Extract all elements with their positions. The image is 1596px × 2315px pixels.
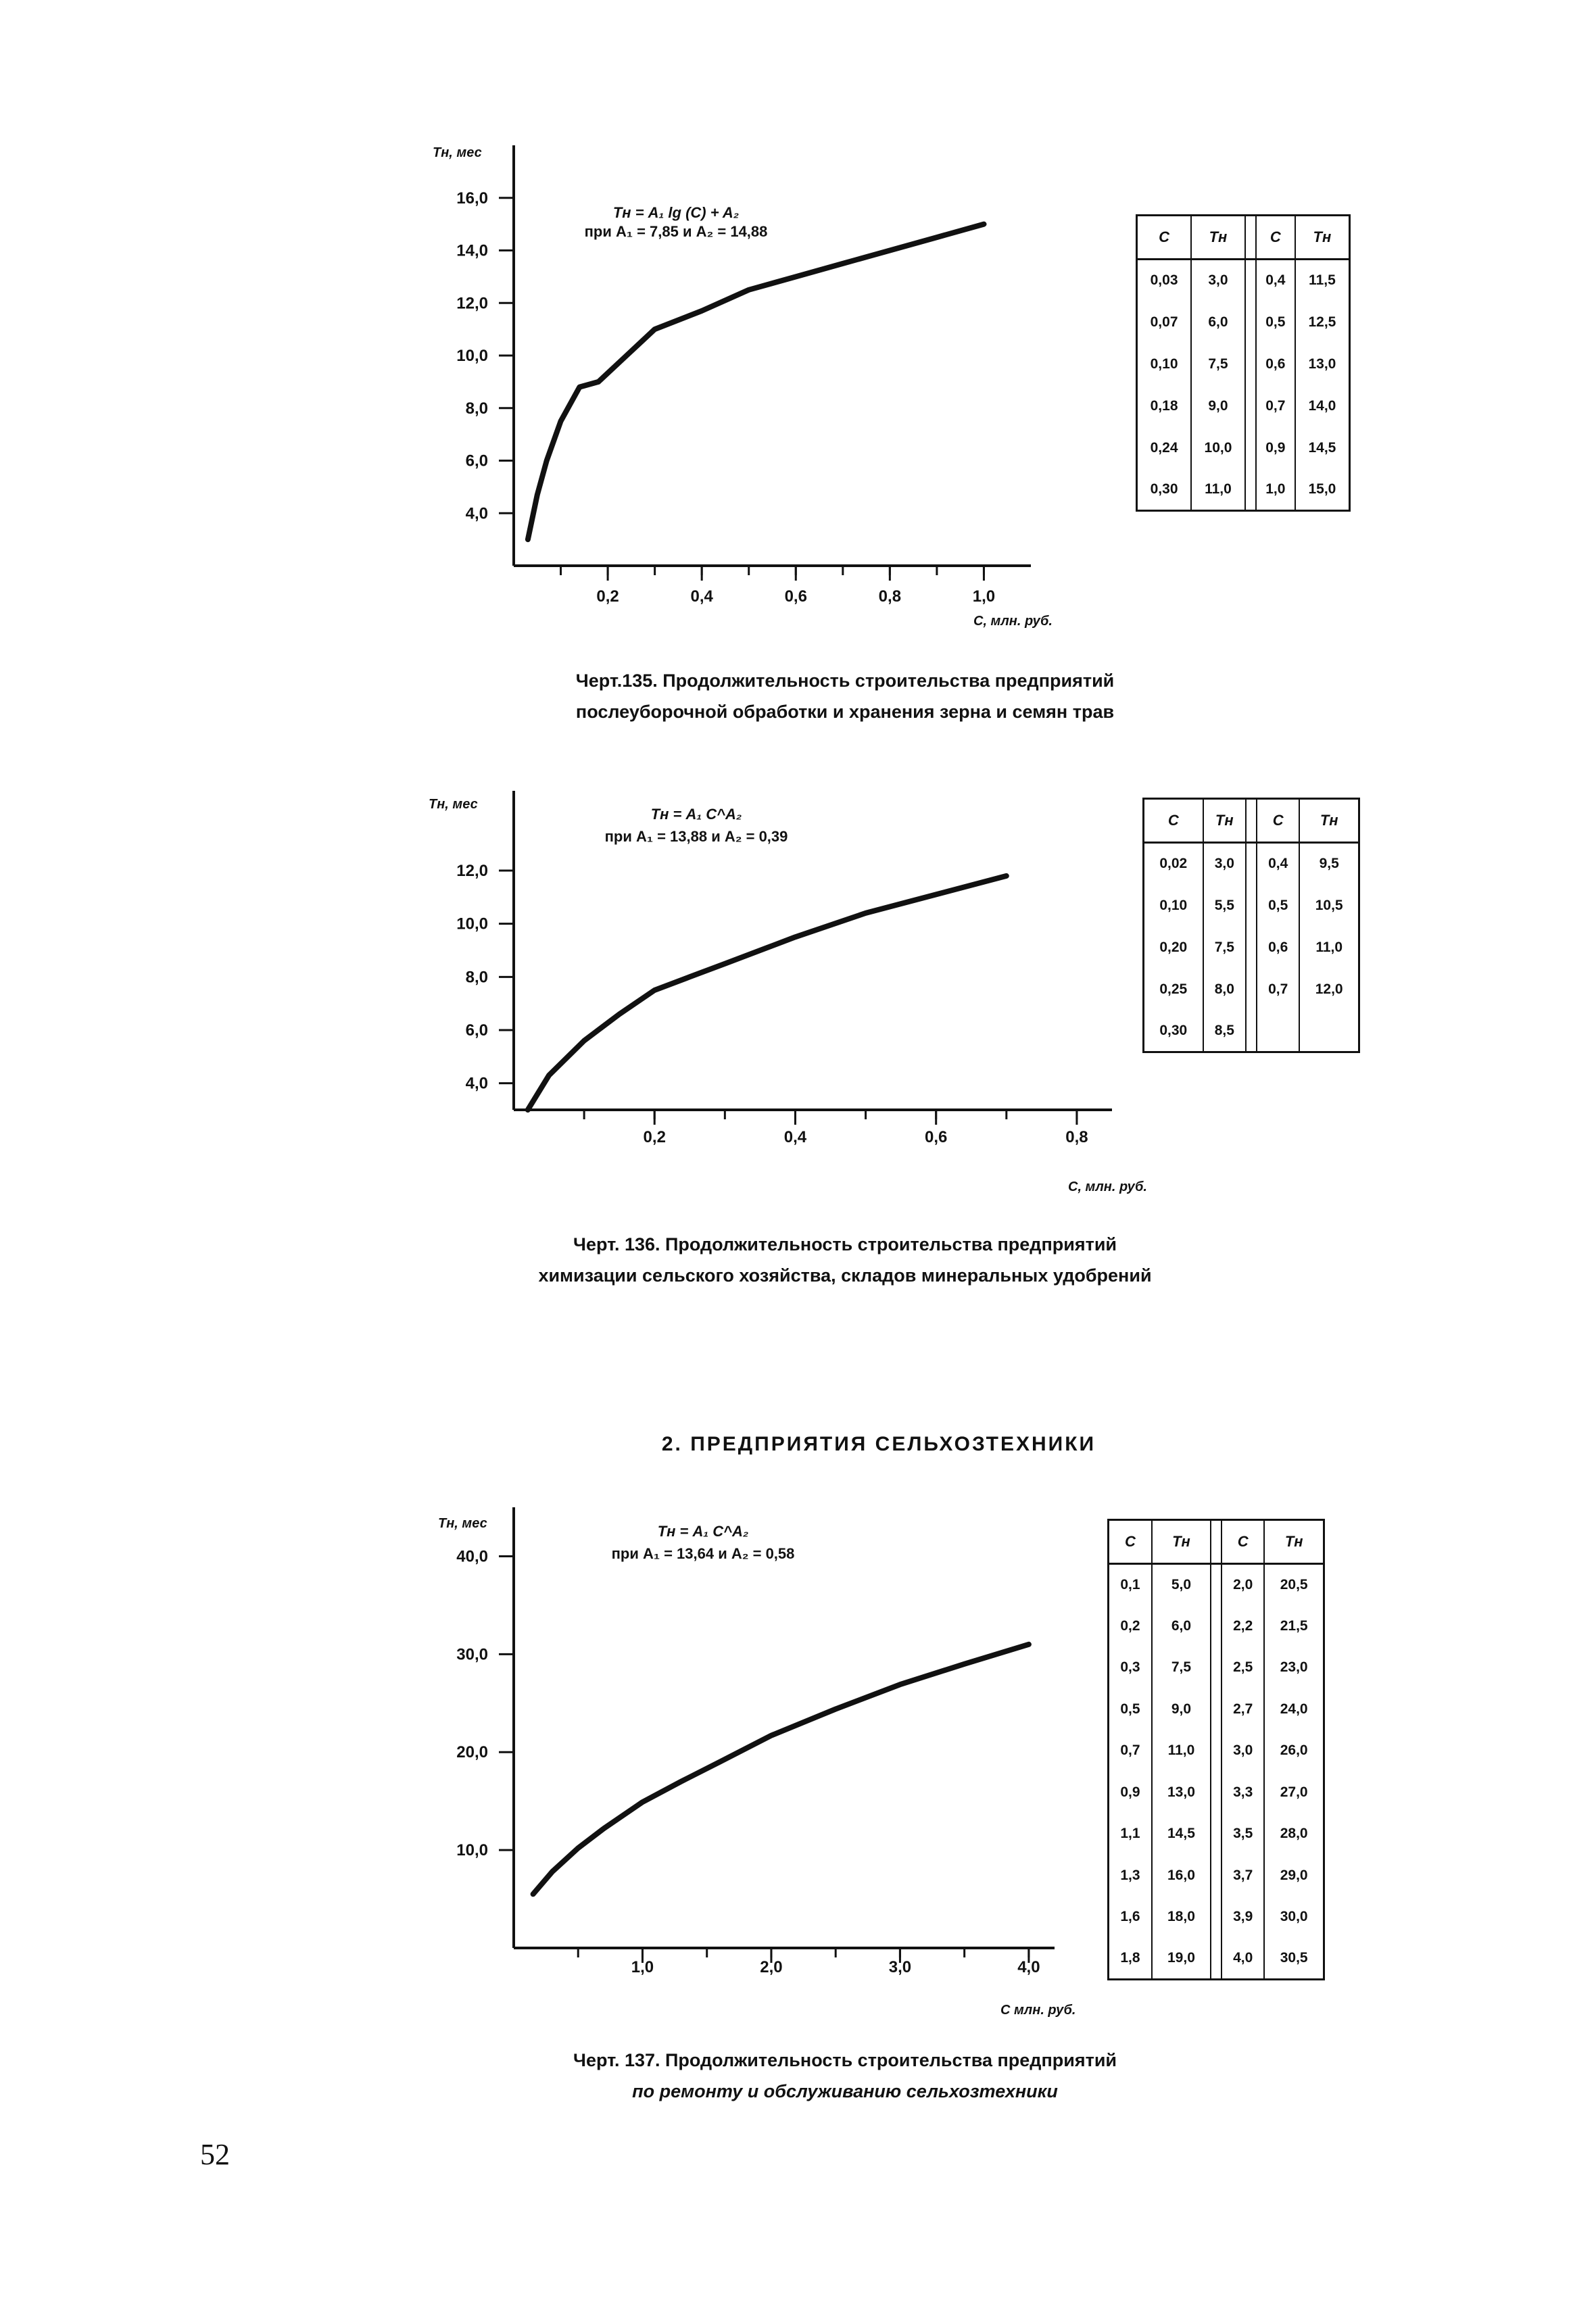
table-cell: 14,5 [1295, 427, 1350, 469]
x-tick-label: 0,4 [690, 587, 713, 606]
table-cell: 26,0 [1264, 1730, 1324, 1772]
table-header-cell: Тн [1264, 1520, 1324, 1564]
table-gap [1211, 1730, 1222, 1772]
table-cell: 3,0 [1191, 260, 1245, 301]
chart-137-caption-line-1: Черт. 137. Продолжительность строительства предприятий [573, 2050, 1117, 2070]
table-cell: 12,0 [1299, 969, 1359, 1010]
table-gap [1211, 1813, 1222, 1855]
y-tick-label: 6,0 [465, 452, 488, 470]
table-cell: 0,5 [1256, 301, 1295, 343]
x-tick-label: 0,2 [596, 587, 619, 606]
table-cell: 30,0 [1264, 1897, 1324, 1939]
table-cell: 0,2 [1109, 1605, 1152, 1647]
table-row [1109, 1647, 1324, 1689]
table-row [1109, 1772, 1324, 1813]
table-cell: 10,0 [1191, 427, 1245, 469]
table-gap [1211, 1772, 1222, 1813]
table-cell: 9,0 [1191, 385, 1245, 427]
table-cell: 0,24 [1137, 427, 1192, 469]
table-cell: 16,0 [1152, 1855, 1211, 1897]
table-cell: 0,25 [1144, 969, 1203, 1010]
y-tick-label: 10,0 [456, 347, 488, 365]
table-cell: 0,3 [1109, 1647, 1152, 1689]
table-cell: 28,0 [1264, 1813, 1324, 1855]
formula-line-1: Тн = A₁ C^A₂ [657, 1523, 749, 1540]
chart-135-caption-line-1: Черт.135. Продолжительность строительства предприятий [575, 671, 1115, 691]
table-cell: 11,0 [1152, 1730, 1211, 1772]
table-cell: 29,0 [1264, 1855, 1324, 1897]
table-cell: 8,0 [1203, 969, 1246, 1010]
x-tick-label: 0,2 [643, 1128, 666, 1146]
table-cell: 3,0 [1222, 1730, 1264, 1772]
formula-line-1: Тн = A₁ C^A₂ [650, 806, 742, 823]
table-cell: 11,0 [1191, 469, 1245, 511]
y-axis-label: Тн, мес [438, 1516, 487, 1531]
chart-137-caption-line-2: по ремонту и обслуживанию сельхозтехники [632, 2081, 1058, 2101]
table-gap [1211, 1605, 1222, 1647]
table-cell: 23,0 [1264, 1647, 1324, 1689]
table-cell: 3,3 [1222, 1772, 1264, 1813]
table-row [1109, 1897, 1324, 1939]
table-header-cell: Тн [1299, 799, 1359, 843]
table-cell: 1,8 [1109, 1938, 1152, 1980]
table-header-cell: С [1137, 216, 1192, 260]
y-tick-label: 12,0 [456, 862, 488, 880]
table-cell: 7,5 [1203, 927, 1246, 969]
x-tick-label: 0,6 [784, 587, 807, 606]
table-cell: 0,10 [1144, 885, 1203, 927]
table-cell: 10,5 [1299, 885, 1359, 927]
table-cell: 0,7 [1256, 385, 1295, 427]
chart-135-caption-line-2: послеуборочной обработки и хранения зерна и семян трав [575, 702, 1115, 722]
table-cell: 15,0 [1295, 469, 1350, 511]
y-tick-label: 8,0 [465, 968, 488, 987]
table-row [1109, 1813, 1324, 1855]
table-cell: 7,5 [1191, 343, 1245, 385]
x-axis-label: С, млн. руб. [1068, 1179, 1147, 1194]
chart-136-caption-line-1: Черт. 136. Продолжительность строительства предприятий [573, 1234, 1117, 1254]
table-cell: 0,18 [1137, 385, 1192, 427]
table-header-cell: С [1222, 1520, 1264, 1564]
table-header-cell: С [1256, 216, 1295, 260]
x-tick-label: 0,8 [878, 587, 902, 606]
x-tick-label: 4,0 [1017, 1958, 1040, 1976]
table-cell: 1,0 [1256, 469, 1295, 511]
formula-line-2: при A₁ = 7,85 и A₂ = 14,88 [584, 223, 768, 240]
table-cell: 20,5 [1264, 1564, 1324, 1606]
table-cell: 6,0 [1152, 1605, 1211, 1647]
table-cell: 2,7 [1222, 1688, 1264, 1730]
table-header-cell: Тн [1295, 216, 1350, 260]
table-cell: 1,6 [1109, 1897, 1152, 1939]
table-cell: 2,2 [1222, 1605, 1264, 1647]
chart-137-caption [473, 2045, 1217, 2107]
table-header-cell: С [1257, 799, 1299, 843]
x-tick-label: 0,4 [783, 1128, 807, 1146]
x-tick-label: 1,0 [972, 587, 996, 606]
section-heading: 2. ПРЕДПРИЯТИЯ СЕЛЬХОЗТЕХНИКИ [661, 1433, 1096, 1455]
table-row [1109, 1688, 1324, 1730]
table-cell: 0,9 [1109, 1772, 1152, 1813]
x-axis-label: С, млн. руб. [973, 614, 1053, 629]
formula-line-2: при A₁ = 13,88 и A₂ = 0,39 [604, 828, 788, 845]
table-cell: 2,5 [1222, 1647, 1264, 1689]
table-cell: 0,1 [1109, 1564, 1152, 1606]
series-line [533, 1644, 1029, 1895]
table-cell: 0,9 [1256, 427, 1295, 469]
x-tick-label: 3,0 [888, 1958, 912, 1976]
table-row [1109, 1855, 1324, 1897]
x-tick-label: 1,0 [631, 1958, 654, 1976]
y-axis-label: Тн, мес [433, 145, 482, 160]
table-header-cell: С [1144, 799, 1203, 843]
table-cell: 0,4 [1257, 843, 1299, 885]
table-gap [1211, 1855, 1222, 1897]
table-cell: 0,4 [1256, 260, 1295, 301]
table-cell: 9,5 [1299, 843, 1359, 885]
y-tick-label: 40,0 [456, 1547, 488, 1566]
table-row [1109, 1730, 1324, 1772]
table-cell: 0,30 [1144, 1010, 1203, 1052]
table-cell: 8,5 [1203, 1010, 1246, 1052]
y-tick-label: 30,0 [456, 1645, 488, 1664]
y-tick-label: 8,0 [465, 399, 488, 418]
table-cell: 7,5 [1152, 1647, 1211, 1689]
table-cell: 6,0 [1191, 301, 1245, 343]
table-cell: 3,7 [1222, 1855, 1264, 1897]
table-row [1109, 1938, 1324, 1980]
table-gap [1211, 1520, 1222, 1564]
chart-136-caption-line-2: химизации сельского хозяйства, складов минеральных удобрений [538, 1265, 1152, 1286]
table-cell: 30,5 [1264, 1938, 1324, 1980]
table-row [1109, 1564, 1324, 1606]
formula-line-1: Тн = A₁ lg (C) + A₂ [612, 204, 740, 221]
table-cell: 3,9 [1222, 1897, 1264, 1939]
table-cell: 0,5 [1257, 885, 1299, 927]
table-cell: 0,5 [1109, 1688, 1152, 1730]
table-cell: 11,5 [1295, 260, 1350, 301]
y-tick-label: 4,0 [465, 504, 488, 523]
formula-line-2: при A₁ = 13,64 и A₂ = 0,58 [611, 1545, 795, 1562]
table-cell: 27,0 [1264, 1772, 1324, 1813]
table-header-row [1109, 1520, 1324, 1564]
table-cell: 11,0 [1299, 927, 1359, 969]
table-cell: 14,5 [1152, 1813, 1211, 1855]
x-axis-label: С млн. руб. [1000, 2003, 1076, 2018]
y-tick-label: 10,0 [456, 1841, 488, 1860]
y-tick-label: 16,0 [456, 189, 488, 208]
table-cell: 2,0 [1222, 1564, 1264, 1606]
y-tick-label: 12,0 [456, 294, 488, 313]
table-header-cell: С [1109, 1520, 1152, 1564]
table-cell: 12,5 [1295, 301, 1350, 343]
table-row [1109, 1605, 1324, 1647]
table-gap [1211, 1938, 1222, 1980]
y-tick-label: 6,0 [465, 1021, 488, 1040]
x-tick-label: 2,0 [760, 1958, 783, 1976]
x-tick-label: 0,8 [1065, 1128, 1088, 1146]
table-cell: 5,5 [1203, 885, 1246, 927]
table-header-cell: Тн [1203, 799, 1246, 843]
table-cell: 13,0 [1152, 1772, 1211, 1813]
table-cell: 24,0 [1264, 1688, 1324, 1730]
table-header-cell: Тн [1152, 1520, 1211, 1564]
table-cell: 0,6 [1256, 343, 1295, 385]
y-tick-label: 10,0 [456, 915, 488, 933]
y-tick-label: 20,0 [456, 1743, 488, 1762]
table-cell: 0,10 [1137, 343, 1192, 385]
chart-137-data-table [1107, 1519, 1325, 1980]
y-axis-label: Тн, мес [429, 797, 478, 812]
table-cell: 5,0 [1152, 1564, 1211, 1606]
y-tick-label: 4,0 [465, 1074, 488, 1093]
table-cell: 1,3 [1109, 1855, 1152, 1897]
table-header-cell: Тн [1191, 216, 1245, 260]
table-cell: 0,30 [1137, 469, 1192, 511]
table-cell: 4,0 [1222, 1938, 1264, 1980]
table-gap [1211, 1897, 1222, 1939]
page-number: 52 [200, 2138, 230, 2171]
table-cell: 0,7 [1109, 1730, 1152, 1772]
table-cell: 13,0 [1295, 343, 1350, 385]
table-cell: 0,02 [1144, 843, 1203, 885]
x-tick-label: 0,6 [925, 1128, 948, 1146]
table-cell: 9,0 [1152, 1688, 1211, 1730]
table-gap [1211, 1564, 1222, 1606]
table-gap [1211, 1647, 1222, 1689]
table-cell: 19,0 [1152, 1938, 1211, 1980]
table-cell: 14,0 [1295, 385, 1350, 427]
table-cell: 3,0 [1203, 843, 1246, 885]
table-cell: 0,07 [1137, 301, 1192, 343]
table-gap [1211, 1688, 1222, 1730]
table-cell: 18,0 [1152, 1897, 1211, 1939]
table-cell: 0,03 [1137, 260, 1192, 301]
y-tick-label: 14,0 [456, 241, 488, 260]
table-cell: 0,20 [1144, 927, 1203, 969]
table-cell: 0,7 [1257, 969, 1299, 1010]
table-cell: 0,6 [1257, 927, 1299, 969]
table-cell: 3,5 [1222, 1813, 1264, 1855]
table-cell: 1,1 [1109, 1813, 1152, 1855]
table-cell: 21,5 [1264, 1605, 1324, 1647]
